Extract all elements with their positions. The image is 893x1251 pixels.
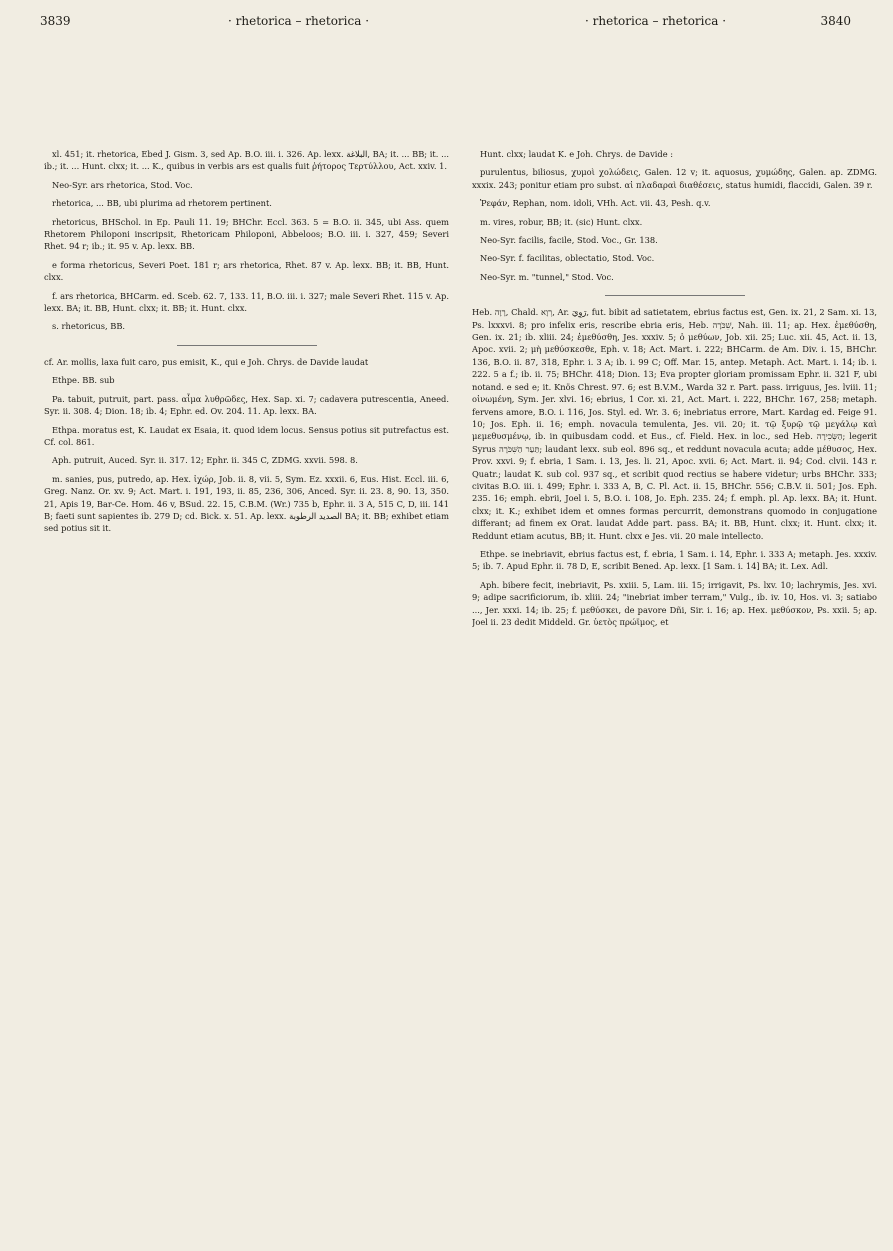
entry-paragraph: Hunt. clxx; laudat K. e Joh. Chrys. de Davide : (480, 149, 674, 159)
entry-paragraph: m. vires, robur, BB; it. (sic) Hunt. clxx. (480, 216, 643, 227)
entry-paragraph: xl. 451; it. rhetorica, Ebed J. Gism. 3, sed Ap. B.O. iii. i. 326. Ap. lexx. البلاغة, BA; it. ... BB; it. ... ib.; it. ... Hunt. clxx; it. ... K., quibus in verbis ars est qualis fuit ῥήτορος Τερτύλλου, Act. xxiv. 1. (44, 149, 449, 172)
entry-paragraph: m. sanies, pus, putredo, ap. Hex. ἰχώρ, Job. ii. 8, vii. 5, Sym. Ez. xxxii. 6, Eus. Hist. Eccl. iii. 6, Greg. Nanz. Or. xv. 9; Act. Mart. i. 191, 193, ii. 85, 236, 306, Anced. Syr. ii. 23. 8, 90. 13, 350. 21, Apis 19, Bar-Ce. Hom. 46 v, BSud. 22. 15, C.B.M. (Wr.) 735 b, Ephr. ii. 3 A, 515 C, D, iii. 141 B; faeti sunt sapientes ib. 279 D; cd. Bick. x. 51. Ap. lexx. الصديد الرطوبة BA; it. BB; exhibet etiam sed potius sit it. (44, 473, 449, 534)
entry-paragraph: e forma rhetoricus, Severi Poet. 181 r; ars rhetorica, Rhet. 87 v. Ap. lexx. BB; it. BB, Hunt. clxx. (44, 259, 449, 283)
entry-paragraph: Ethpe. se inebriavit, ebrius factus est, f. ebria, 1 Sam. i. 14, Ephr. i. 333 A; metaph. Jes. xxxiv. 5; ib. 7. Apud Ephr. ii. 78 D, E, scribit Bened. Ap. lexx. [1 Sam. i. 14] BA; it. Lex. Adl. (472, 548, 877, 572)
entry-paragraph: Neo-Syr. m. "tunnel," Stod. Voc. (480, 271, 614, 282)
entry-paragraph: rhetoricus, BHSchol. in Ep. Pauli 11. 19; BHChr. Eccl. 363. 5 = B.O. ii. 345, ubi Ass. quem Rhetorem Philoponi inscripsit, Rhetoricam Philoponi, Abbeloos; B.O. iii. i. 327, 459; Severi Rhet. 94 r; ib.; it. 95 v. Ap. lexx. BB. (44, 216, 449, 252)
left-column (44, 148, 449, 1233)
entry-paragraph: Ethpa. moratus est, K. Laudat ex Esaia, it. quod idem locus. Sensus potius sit putrefactus est. Cf. col. 861. (44, 424, 449, 447)
entry-paragraph: s. rhetoricus, BB. (52, 321, 126, 332)
right-running-head: · rhetorica – rhetorica · (585, 14, 727, 28)
entry-paragraph: purulentus, biliosus, χυμοὶ χολώδεις, Galen. 12 v; it. aquosus, χυμώδης, Galen. ap. ZDMG. xxxix. 243; ponitur etiam pro subst. αἱ πλαδαραὶ διαθέσεις, status humidi, flaccidi, Galen. 39 r. (472, 167, 877, 190)
entry-paragraph: Heb. רָוָה, Chald. רְוָא, Ar. رَوِيَ, fut. bibit ad satietatem, ebrius factus est, Gen. ix. 21, 2 Sam. xi. 13, Ps. lxxxvi. 8; pro infelix eris, rescribe ebria eris, Heb. שִׁכֹּרָה, Nah. iii. 11; ap. Hex. ἐμεθύσθη, Gen. ix. 21; ib. xliii. 24; ἐμεθύσθη, Jes. xxxiv. 5; ὁ μεθύων, Job. xii. 25; Luc. xii. 45, Act. ii. 13, Apoc. xvii. 2; μὴ μεθύσκεσθε, Eph. v. 18; Act. Mart. i. 222; BHCarm. de Am. Div. i. 15, BHChr. 136, B.O. ii. 87, 318, Ephr. i. 3 A; ib. i. 99 C; Off. Mar. 15, antep. Metaph. Act. Mart. i. 14; ib. i. 222. 5 a f.; ib. ii. 75; BHChr. 418; Dion. 13; Eva propter gloriam promissam Ephr. ii. 321 F, ubi notand. e sed e; it. Knös Chrest. 97. 6; est B.V.M., Warda 32 r. Part. pass. irriguus, Jes. lviii. 11; οἰνωμένη, Sym. Jer. xlvi. 16; ebrius, 1 Cor. xi. 21, Act. Mart. i. 222, BHChr. 167, 258; metaph. fervens amore, B.O. i. 116, Jos. Styl. ed. Wr. 3. 6; inebriatus errore, Mart. Kardag ed. Feige 91. 10; Jos. Eph. ii. 16; emph. novacula temulenta, Jes. vii. 20; it. τῷ ξυρῷ τῷ μεγάλῳ καὶ μεμεθυσμένῳ, ib. in quibusdam codd. et Eus., cf. Field. Hex. in loc., sed Heb. הַשְּׂכִירָה; legerit Syrus תַּעַר הַשִּׁכֹּרָה; laudant lexx. sub eol. 896 sq., et reddunt novacula acuta; adde μέθυσος, Hex. Prov. xxvi. 9; f. ebria, 1 Sam. i. 13, Jes. li. 21, Apoc. xvii. 6; Act. Mart. ii. 94; Cod. clvii. 143 r. Quatr.; laudat K. sub col. 937 sq., et scribit quod rectius se habere videtur; urbs BHChr. 333; civitas B.O. iii. i. 499; Ephr. i. 333 A, B, C. Pl. Act. ii. 15, BHChr. 556; C.B.V. ii. 501; Jos. Eph. 235. 16; emph. ebrii, Joel i. 5, B.O. i. 108, Jo. Eph. 235. 24; f. emph. pl. Ap. lexx. BA; it. Hunt. clxx; it. K.; exhibet idem et omnes formas percurrit, demonstrans quomodo in conjugatione differant; ad finem ex Orat. laudat Adde part. pass. BA; it. BB, Hunt. clxx; it. Hunt. clxx; it. Reddunt etiam acutus, BB; it. Hunt. clxx e Jes. vii. 20 male intellecto. (472, 295, 877, 542)
entry-paragraph: Neo-Syr. facilis, facile, Stod. Voc., Gr. 138. (480, 235, 658, 246)
entry-paragraph: Aph. putruit, Auced. Syr. ii. 317. 12; Ephr. ii. 345 C, ZDMG. xxvii. 598. 8. (52, 455, 358, 466)
entry-paragraph: Aph. bibere fecit, inebriavit, Ps. xxiii. 5, Lam. iii. 15; irrigavit, Ps. lxv. 10; lachrymis, Jes. xvi. 9; adipe sacrificiorum, ib. xliii. 24; "inebriat imber terram," Vulg., ib. iv. 10, Hos. vi. 3; satiabo ..., Jer. xxxi. 14; ib. 25; f. μεθύσκει, de pavore Dñi, Sir. i. 16; ap. Hex. μεθύσκον, Ps. xxii. 5; ap. Joel ii. 23 dedit Middeld. Gr. ὑετὸς πρώϊμος, et (472, 579, 877, 627)
entry-paragraph: rhetorica, ... BB, ubi plurima ad rhetorem pertinent. (52, 198, 272, 209)
left-running-head: · rhetorica – rhetorica · (228, 14, 370, 28)
entry-paragraph: Ῥεφάν, Rephan, nom. idoli, VHh. Act. vii. 43, Pesh. q.v. (480, 198, 711, 209)
left-page-number: 3839 (40, 14, 71, 28)
entry-paragraph: Neo-Syr. f. facilitas, oblectatio, Stod. Voc. (480, 253, 655, 264)
right-page-number: 3840 (820, 14, 851, 28)
entry-paragraph: Neo-Syr. ars rhetorica, Stod. Voc. (52, 179, 193, 190)
entry-paragraph: f. ars rhetorica, BHCarm. ed. Sceb. 62. 7, 133. 11, B.O. iii. i. 327; male Severi Rhet. 115 v. Ap. lexx. BA; it. BB, Hunt. clxx; it. BB; it. Hunt. clxx. (44, 290, 449, 314)
entry-paragraph: Ethpe. BB. sub (52, 375, 115, 386)
entry-paragraph: cf. Ar. mollis, laxa fuit caro, pus emisit, K., qui e Joh. Chrys. de Davide laudat (44, 345, 449, 368)
entry-paragraph: Pa. tabuit, putruit, part. pass. αἷμα λυθρῶδες, Hex. Sap. xi. 7; cadavera putrescentia, Aneed. Syr. ii. 308. 4; Dion. 18; ib. 4; Ephr. ed. Ov. 204. 11. Ap. lexx. BA. (44, 393, 449, 417)
page-header (0, 0, 893, 40)
right-column (472, 148, 877, 1233)
